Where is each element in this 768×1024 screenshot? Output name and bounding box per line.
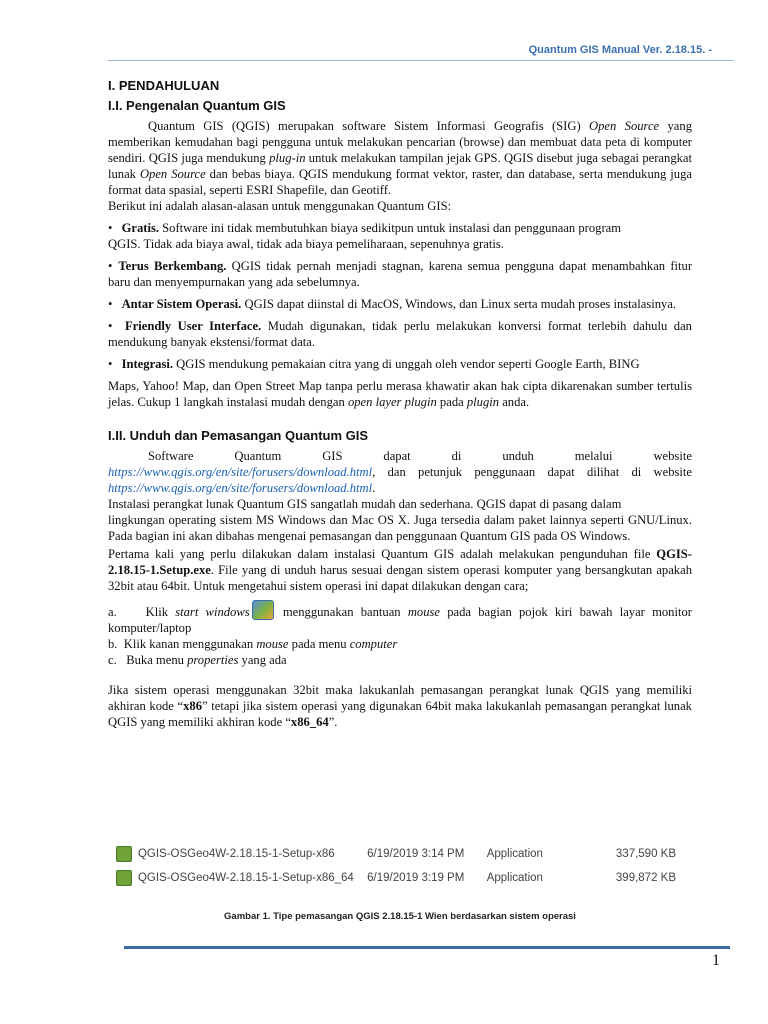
section-heading-intro: I.I. Pengenalan Quantum GIS — [108, 98, 286, 113]
file-row[interactable] — [116, 866, 676, 890]
step-b — [108, 636, 692, 652]
step-text: pada menu — [288, 637, 350, 651]
section-heading-download: I.II. Unduh dan Pemasangan Quantum GIS — [108, 428, 369, 443]
bullet-gratis — [108, 220, 692, 236]
step-text: pada bagian pojok kiri bawah layar monitor komputer/laptop — [108, 605, 692, 635]
bullet-italic: open layer plugin — [347, 395, 437, 409]
bullet-title: Antar Sistem Operasi. — [121, 297, 242, 311]
step-italic: computer — [349, 637, 398, 651]
word: Software — [148, 449, 194, 463]
bullet-italic: plugin — [466, 395, 500, 409]
file-list-figure — [116, 842, 676, 890]
word: Quantum — [234, 449, 282, 463]
footer-rule — [124, 946, 730, 949]
document-body — [108, 76, 692, 730]
step-a — [108, 600, 692, 636]
file-date: 6/19/2019 3:19 PM — [367, 872, 465, 884]
bullet-terus-berkembang — [108, 258, 692, 290]
word: di — [451, 449, 462, 463]
bullet-friendly-ui — [108, 318, 692, 350]
file-name: QGIS-OSGeo4W-2.18.15-1-Setup-x86_64 — [137, 872, 354, 884]
bullet-text: QGIS mendukung pemakaian citra yang di unggah oleh vendor seperti Google Earth, BING — [173, 357, 640, 371]
qgis-installer-icon — [116, 846, 132, 862]
intro-paragraph — [108, 118, 692, 198]
step-label: c. — [108, 653, 117, 667]
step-text: Klik — [145, 605, 176, 619]
install-paragraph-a: Instalasi perangkat lunak Quantum GIS sangatlah mudah dan sederhana. QGIS dapat di pasang dalam — [108, 497, 622, 511]
bullet-dot: • — [108, 319, 113, 333]
bullet-dot: • — [108, 297, 113, 311]
file-date: 6/19/2019 3:14 PM — [367, 848, 465, 860]
download-paragraph-line1 — [108, 448, 692, 464]
file-name: QGIS-OSGeo4W-2.18.15-1-Setup-x86 — [137, 848, 335, 860]
word: dapat — [383, 449, 411, 463]
step-italic: mouse — [407, 605, 440, 619]
bullet-text: anda. — [499, 395, 530, 409]
arch-code: x86_64 — [290, 715, 329, 729]
step-italic: mouse — [256, 637, 289, 651]
bullet-text: Mudah digunakan, tidak perlu melakukan konversi format terlebih dahulu dan mendukung banyak ekstensi/format data. — [108, 319, 692, 349]
bullet-dot: • — [108, 357, 113, 371]
intro-text: untuk melakukan tampilan jejak GPS. QGIS disebut juga sebagai perangkat lunak — [108, 151, 692, 181]
file-size: 399,872 KB — [615, 872, 677, 884]
word: unduh — [502, 449, 534, 463]
bullet-text: QGIS dapat diinstal di MacOS, Windows, dan Linux serta mudah proses instalasinya. — [241, 297, 677, 311]
bullet-text: pada — [436, 395, 467, 409]
first-step-paragraph — [108, 546, 692, 594]
intro-text: yang memberikan kemudahan bagi pengguna untuk melakukan pencarian (browse) dan membuat data peta di komputer sendiri. QGIS juga mendukung — [108, 119, 692, 165]
architecture-paragraph — [108, 682, 692, 730]
qgis-installer-icon — [116, 870, 132, 886]
step-c — [108, 652, 692, 668]
setup-filename: QGIS-2.18.15-1.Setup.exe — [108, 547, 692, 577]
intro-text: dan bebas biaya. QGIS mendukung format vektor, raster, dan database, serta mendukung juga format data spasial, seperti ESRI Shapefile, dan Geotiff. — [108, 167, 692, 197]
arch-text: Jika sistem operasi menggunakan 32bit maka lakukanlah pemasangan perangkat lunak QGIS yang memiliki akhiran kode “ — [108, 683, 692, 713]
bullet-antar-sistem-operasi — [108, 296, 692, 312]
word: GIS — [322, 449, 343, 463]
install-paragraph-b: lingkungan operating sistem MS Windows dan Mac OS X. Juga tersedia dalam paket lainnya seperti GNU/Linux. Pada bagian ini akan dibahas mengenai pemasangan dan penggunaan Quantum GIS pada OS Windows. — [108, 513, 692, 543]
intro-italic: Open Source — [589, 119, 660, 133]
bullet-text: Maps, Yahoo! Map, dan Open Street Map tanpa perlu merasa khawatir akan hak cipta dikarenakan sumber tertulis jelas. Cukup 1 langkah instalasi mudah dengan — [108, 379, 692, 409]
bullet-title: Gratis. — [121, 221, 160, 235]
intro-italic: plug-in — [269, 151, 306, 165]
download-text: . — [372, 481, 376, 495]
running-header: Quantum GIS Manual Ver. 2.18.15. - — [528, 44, 712, 56]
bullet-integrasi — [108, 356, 692, 372]
file-size: 337,590 KB — [615, 848, 677, 860]
chapter-heading: I. PENDAHULUAN — [108, 78, 220, 93]
figure-caption: Gambar 1. Tipe pemasangan QGIS 2.18.15-1 Wien berdasarkan sistem operasi — [224, 911, 576, 922]
bullet-gratis-continued: QGIS. Tidak ada biaya awal, tidak ada biaya pemeliharaan, sepenuhnya gratis. — [108, 237, 504, 251]
step-text: menggunakan bantuan — [275, 605, 408, 619]
step-text: yang ada — [238, 653, 287, 667]
step-text: Buka menu — [126, 653, 188, 667]
bullet-title: Friendly User Interface. — [124, 319, 262, 333]
word: website — [653, 449, 692, 463]
step-italic: start windows — [175, 605, 250, 619]
step-label: b. — [108, 637, 118, 651]
bullet-dot: • — [108, 221, 113, 235]
download-text: , dan petunjuk penggunaan dapat dilihat di website — [372, 465, 692, 479]
windows-start-icon — [252, 600, 274, 620]
bullet-text: QGIS tidak pernah menjadi stagnan, karena semua pengguna dapat menambahkan fitur baru dan menyempurnakan yang ada sebelumnya. — [108, 259, 693, 289]
step-text: . File yang di unduh harus sesuai dengan sistem operasi komputer yang bersangkutan apakah 32bit atau 64bit. Untuk mengetahui sistem operasi ini dapat dilakukan dengan cara; — [108, 563, 692, 593]
file-row[interactable] — [116, 842, 676, 866]
arch-code: x86 — [183, 699, 203, 713]
intro-italic: Open Source — [139, 167, 206, 181]
step-italic: properties — [187, 653, 239, 667]
step-text: Pertama kali yang perlu dilakukan dalam instalasi Quantum GIS adalah melakukan pengunduhan file — [108, 547, 657, 561]
bullet-text: Software ini tidak membutuhkan biaya sedikitpun untuk instalasi dan penggunaan program — [159, 221, 622, 235]
download-paragraph — [108, 464, 692, 496]
bullet-title: Terus Berkembang. — [118, 259, 227, 273]
bullet-dot: • — [108, 259, 113, 273]
reasons-intro: Berikut ini adalah alasan-alasan untuk menggunakan Quantum GIS: — [108, 199, 452, 213]
page-number: 1 — [712, 952, 720, 969]
file-type: Application — [486, 872, 543, 884]
download-link[interactable]: https://www.qgis.org/en/site/forusers/download.html — [108, 465, 373, 479]
download-link-2[interactable]: https://www.qgis.org/en/site/forusers/download.html — [108, 481, 373, 495]
header-rule — [108, 60, 734, 61]
step-text: Klik kanan menggunakan — [123, 637, 257, 651]
arch-text: ” tetapi jika sistem operasi yang digunakan 64bit maka lakukanlah pemasangan perangkat lunak QGIS yang memiliki akhiran kode “ — [108, 699, 692, 729]
bullet-title: Integrasi. — [121, 357, 173, 371]
word: melalui — [574, 449, 613, 463]
arch-text: ”. — [328, 715, 338, 729]
step-label: a. — [108, 605, 117, 619]
bullet-integrasi-continued — [108, 378, 692, 410]
file-type: Application — [486, 848, 543, 860]
intro-text: Quantum GIS (QGIS) merupakan software Sistem Informasi Geografis (SIG) — [148, 119, 590, 133]
